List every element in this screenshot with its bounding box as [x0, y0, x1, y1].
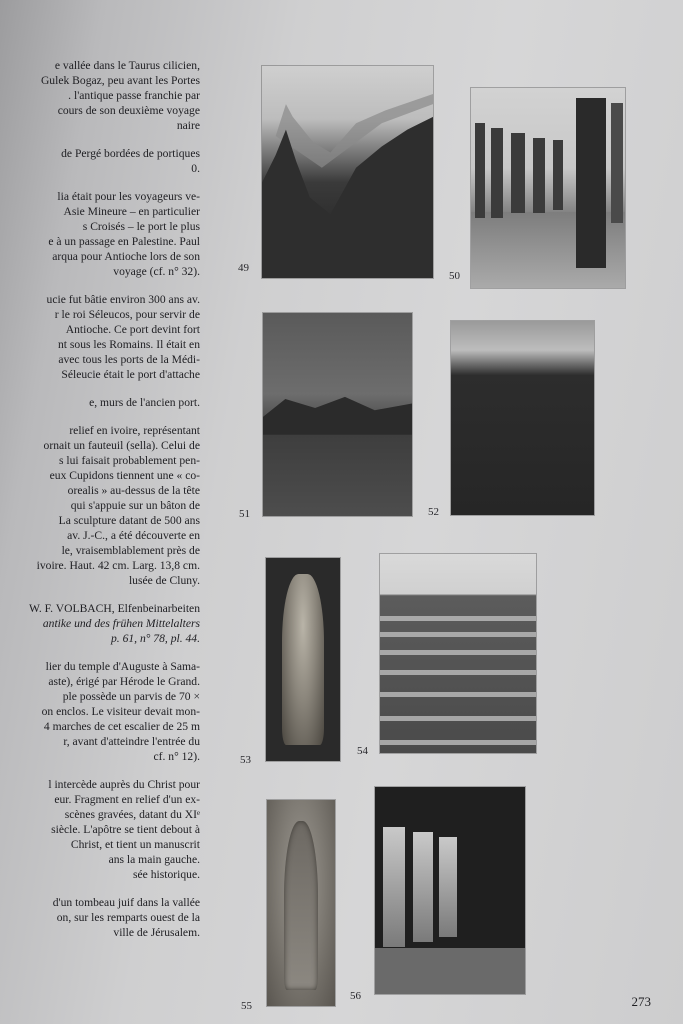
text-line: s Croisés – le port le plus	[82, 220, 200, 233]
text-line: naire	[176, 119, 200, 132]
text-line: p. 61, n° 78, pl. 44.	[110, 632, 200, 645]
text-line: scènes gravées, datant du XIᵉ	[64, 808, 200, 821]
text-line: Christ, et tient un manuscrit	[70, 838, 200, 851]
figure-number-56: 56	[350, 990, 361, 1002]
figure-number-53: 53	[240, 754, 251, 766]
text-line: r, avant d'atteindre l'entrée du	[63, 735, 200, 748]
text-line: Asie Mineure – en particulier	[63, 205, 200, 218]
text-line: qui s'appuie sur un bâton de	[70, 499, 200, 512]
text-line: orealis » au-dessus de la tête	[67, 484, 200, 497]
text-line: voyage (cf. n° 32).	[113, 265, 200, 278]
text-line: aste), érigé par Hérode le Grand.	[48, 675, 200, 688]
text-line: l intercède auprès du Christ pour	[48, 778, 200, 791]
text-column	[0, 58, 200, 953]
text-line: av. J.-C., a été découverte en	[67, 529, 200, 542]
text-line: e, murs de l'ancien port.	[89, 396, 200, 409]
text-line: sée historique.	[133, 868, 200, 881]
text-line: le, vraisemblablement près de	[61, 544, 200, 557]
text-line: W. F. VOLBACH, Elfenbeinarbeiten	[28, 602, 200, 615]
photo-50-columns	[471, 88, 625, 288]
text-line: ans la main gauche.	[108, 853, 200, 866]
page-number: 273	[631, 994, 651, 1009]
text-line: ple possède un parvis de 70 ×	[62, 690, 200, 703]
text-paragraph	[0, 895, 200, 940]
figure-number-52: 52	[428, 506, 439, 518]
text-line: ornait un fauteuil (sella). Celui de	[43, 439, 200, 452]
text-line: e à un passage en Palestine. Paul	[48, 235, 200, 248]
figure-number-55: 55	[241, 1000, 252, 1012]
text-line: eux Cupidons tiennent une « co-	[49, 469, 200, 482]
text-paragraph	[0, 292, 200, 382]
text-line: relief en ivoire, représentant	[69, 424, 200, 437]
text-paragraph	[0, 777, 200, 882]
photo-55-apostle-relief	[267, 800, 335, 1006]
text-line: cf. n° 12).	[153, 750, 200, 763]
text-line: d'un tombeau juif dans la vallée	[52, 896, 200, 909]
text-line: 0.	[191, 162, 200, 175]
text-line: Antioche. Ce port devint fort	[65, 323, 200, 336]
text-line: avec tous les ports de la Médi-	[58, 353, 200, 366]
figure-number-49: 49	[238, 262, 249, 274]
text-line: lier du temple d'Auguste à Sama-	[45, 660, 200, 673]
text-paragraph	[0, 601, 200, 646]
photo-53-ivory-relief	[266, 558, 340, 761]
photo-49-mountain	[262, 66, 433, 278]
figure-number-51: 51	[239, 508, 250, 520]
text-line: Séleucie était le port d'attache	[61, 368, 200, 381]
photo-52-coast	[451, 321, 594, 515]
text-line: lia était pour les voyageurs ve-	[57, 190, 200, 203]
photo-56-tomb-arcade	[375, 787, 525, 994]
text-line: r le roi Séleucos, pour servir de	[54, 308, 200, 321]
text-line: cours de son deuxième voyage	[57, 104, 200, 117]
text-line: nt sous les Romains. Il était en	[57, 338, 200, 351]
text-line: lusée de Cluny.	[128, 574, 200, 587]
text-line: e vallée dans le Taurus cilicien,	[54, 59, 200, 72]
photo-54-steps	[380, 554, 536, 753]
text-line: La sculpture datant de 500 ans	[58, 514, 200, 527]
photo-51-sea	[263, 313, 412, 516]
text-line: 4 marches de cet escalier de 25 m	[43, 720, 200, 733]
text-paragraph	[0, 189, 200, 279]
text-line: on enclos. Le visiteur devait mon-	[41, 705, 200, 718]
figure-number-54: 54	[357, 745, 368, 757]
text-line: Gulek Bogaz, peu avant les Portes	[40, 74, 200, 87]
text-paragraph	[0, 395, 200, 410]
figure-number-50: 50	[449, 270, 460, 282]
text-line: antike und des frühen Mittelalters	[42, 617, 200, 630]
text-line: ville de Jérusalem.	[113, 926, 200, 939]
text-line: . l'antique passe franchie par	[68, 89, 200, 102]
text-line: siècle. L'apôtre se tient debout à	[51, 823, 200, 836]
text-line: s lui faisait probablement pen-	[58, 454, 200, 467]
text-line: arqua pour Antioche lors de son	[52, 250, 200, 263]
text-line: ivoire. Haut. 42 cm. Larg. 13,8 cm.	[36, 559, 200, 572]
text-paragraph	[0, 58, 200, 133]
text-line: de Pergé bordées de portiques	[61, 147, 200, 160]
text-paragraph	[0, 659, 200, 764]
text-paragraph	[0, 423, 200, 588]
text-line: on, sur les remparts ouest de la	[56, 911, 200, 924]
text-line: eur. Fragment en relief d'un ex-	[54, 793, 200, 806]
text-paragraph	[0, 146, 200, 176]
text-line: ucie fut bâtie environ 300 ans av.	[46, 293, 200, 306]
